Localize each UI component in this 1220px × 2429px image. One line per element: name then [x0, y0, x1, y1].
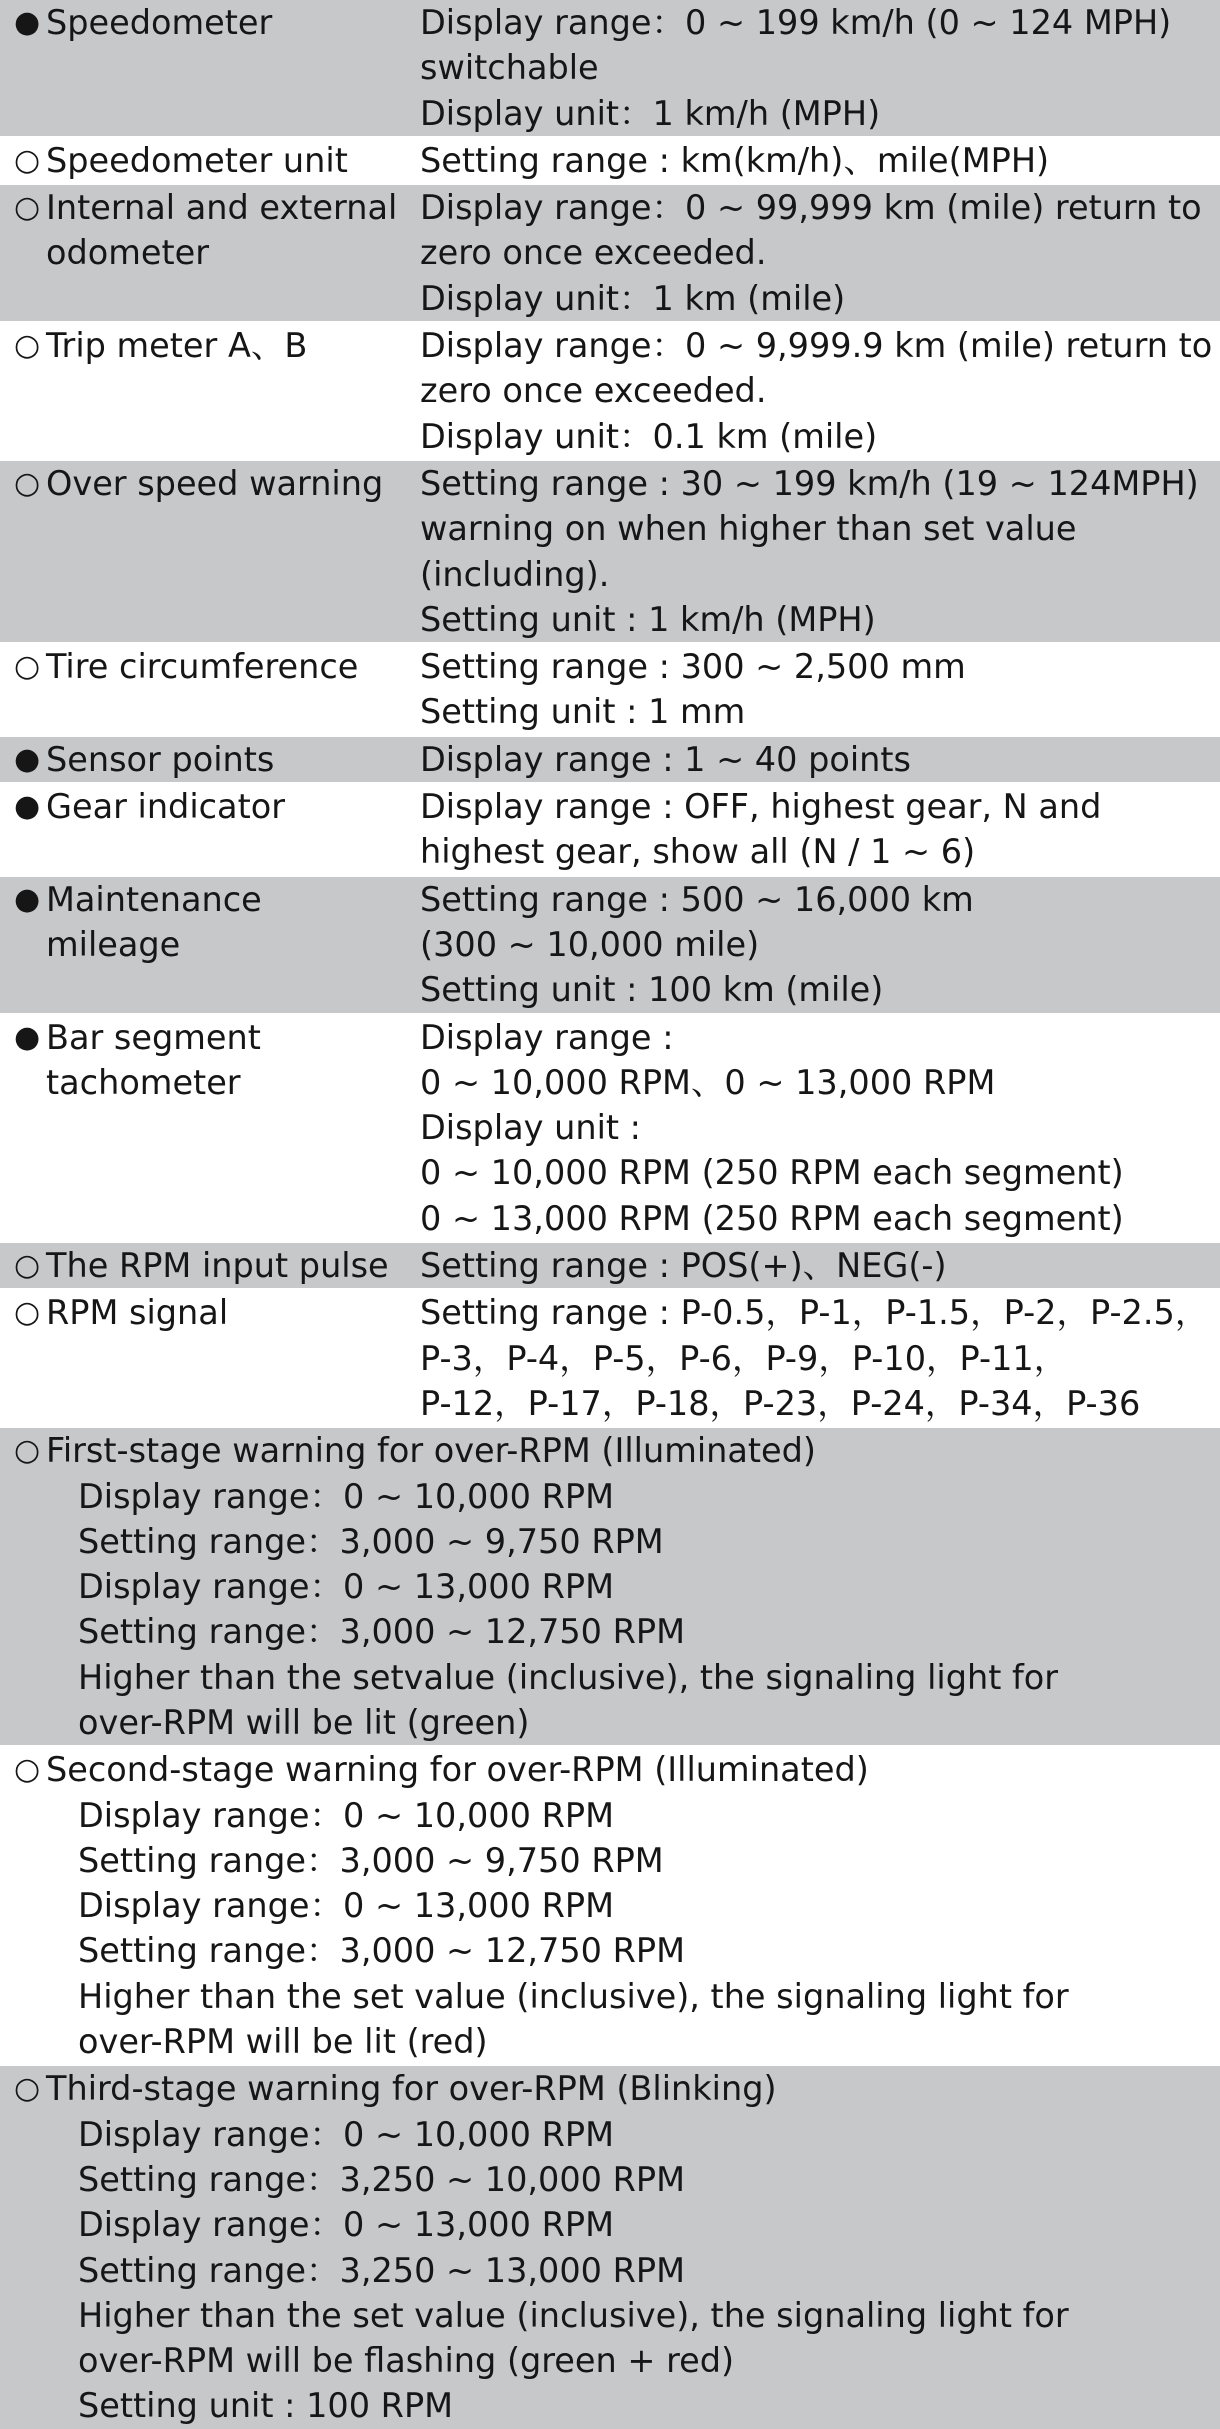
warning-line: Display range：0 ~ 10,000 RPM — [78, 2114, 614, 2154]
warning-title — [14, 1428, 1220, 1473]
bullet-icon: ○ — [14, 1752, 41, 1788]
warning-line: Setting range：3,000 ~ 9,750 RPM — [78, 1840, 664, 1880]
bullet-icon: ○ — [14, 1295, 41, 1331]
warning-line: Setting range：3,250 ~ 10,000 RPM — [78, 2159, 686, 2199]
warning-line: Higher than the set value (inclusive), the signaling light for — [78, 2295, 1069, 2335]
warning-line: Higher than the set value (inclusive), the signaling light for — [78, 1976, 1069, 2016]
spec-line: warning on when higher than set value — [420, 509, 1077, 549]
warning-line: Setting range：3,000 ~ 9,750 RPM — [78, 1521, 664, 1561]
warning-line: over-RPM will be flashing (green + red) — [78, 2341, 735, 2381]
bullet-icon: ○ — [14, 1433, 41, 1469]
spec-line: Setting range : 30 ~ 199 km/h (19 ~ 124MPH) — [420, 463, 1199, 503]
bullet-icon: ○ — [14, 2071, 41, 2107]
spec-label — [0, 784, 400, 875]
spec-description — [400, 644, 1220, 735]
warning-line: Display range：0 ~ 13,000 RPM — [78, 1567, 614, 1607]
spec-description — [400, 877, 1220, 1013]
spec-line: Setting range : 500 ~ 16,000 km — [420, 879, 974, 919]
bullet-icon: ● — [14, 881, 41, 917]
spec-label-text: Speedometer — [46, 3, 273, 42]
spec-label — [0, 1243, 400, 1288]
spec-label-text: RPM signal — [46, 1293, 229, 1333]
spec-row — [0, 1013, 1220, 1241]
spec-label — [0, 644, 400, 735]
spec-line: Display range : — [420, 1017, 674, 1057]
spec-label-text: Internal and external odometer — [46, 188, 398, 273]
spec-label — [0, 138, 400, 183]
spec-description — [400, 784, 1220, 875]
spec-label-text: The RPM input pulse — [46, 1246, 389, 1286]
spec-line: Display range : OFF, highest gear, N and — [420, 787, 1102, 827]
spec-line: Display unit : — [420, 1108, 641, 1148]
warning-title — [14, 2066, 1220, 2111]
spec-label-text: Trip meter A、B — [46, 326, 308, 366]
warning-block — [0, 1745, 1220, 2064]
spec-line: zero once exceeded. — [420, 233, 767, 273]
bullet-icon: ● — [14, 789, 41, 825]
spec-line: Display range：0 ~ 99,999 km (mile) return to — [420, 188, 1202, 228]
warning-block — [0, 2064, 1220, 2428]
spec-row — [0, 642, 1220, 735]
spec-line: Setting range : POS(+)、NEG(-) — [420, 1246, 947, 1286]
warning-line: over-RPM will be lit (red) — [78, 2022, 488, 2062]
spec-label-text: Gear indicator — [46, 787, 285, 827]
spec-description — [400, 1015, 1220, 1241]
warning-title-text: First-stage warning for over-RPM (Illuminated) — [46, 1431, 816, 1471]
bullet-icon: ● — [14, 741, 41, 777]
spec-line: Display range：0 ~ 199 km/h (0 ~ 124 MPH) — [420, 3, 1172, 42]
bullet-icon: ○ — [14, 142, 41, 178]
warning-line: Setting range：3,000 ~ 12,750 RPM — [78, 1931, 686, 1971]
spec-row — [0, 183, 1220, 321]
spec-description — [400, 461, 1220, 642]
spec-label — [0, 1290, 400, 1426]
spec-description — [400, 185, 1220, 321]
warning-line: Setting range：3,000 ~ 12,750 RPM — [78, 1612, 686, 1652]
warning-line: Setting unit : 100 RPM — [78, 2386, 454, 2426]
spec-label — [0, 323, 400, 459]
spec-row — [0, 875, 1220, 1013]
spec-row — [0, 1241, 1220, 1288]
spec-line: Setting range : P-0.5，P-1，P-1.5，P-2，P-2.5， — [420, 1293, 1209, 1333]
spec-line: P-3，P-4，P-5，P-6，P-9，P-10，P-11， — [420, 1338, 1068, 1378]
spec-description — [400, 1243, 1220, 1288]
spec-line: Display unit：1 km/h (MPH) — [420, 93, 881, 133]
spec-line: P-12，P-17，P-18，P-23，P-24，P-34，P-36 — [420, 1383, 1141, 1423]
warning-line: Display range：0 ~ 10,000 RPM — [78, 1476, 614, 1516]
spec-line: 0 ~ 13,000 RPM (250 RPM each segment) — [420, 1198, 1124, 1238]
spec-label-text: Tire circumference — [46, 647, 359, 687]
bullet-icon: ○ — [14, 190, 41, 226]
warning-block — [0, 1426, 1220, 1745]
spec-line: zero once exceeded. — [420, 371, 767, 411]
spec-line: highest gear, show all (N / 1 ~ 6) — [420, 832, 976, 872]
bullet-icon: ● — [14, 1019, 41, 1055]
bullet-icon: ● — [14, 5, 41, 40]
warning-title — [14, 1747, 1220, 1792]
spec-label — [0, 0, 400, 136]
spec-row — [0, 782, 1220, 875]
spec-line: Setting unit : 1 km/h (MPH) — [420, 599, 876, 639]
spec-row — [0, 459, 1220, 642]
spec-description — [400, 323, 1220, 459]
spec-line: Setting unit : 100 km (mile) — [420, 970, 884, 1010]
spec-line: (including). — [420, 554, 610, 594]
spec-label — [0, 185, 400, 321]
warning-line: Higher than the setvalue (inclusive), the signaling light for — [78, 1657, 1059, 1697]
bullet-icon: ○ — [14, 1248, 41, 1284]
warning-title-text: Second-stage warning for over-RPM (Illuminated) — [46, 1750, 869, 1790]
spec-line: Display range：0 ~ 9,999.9 km (mile) return to — [420, 326, 1213, 366]
spec-description — [400, 1290, 1220, 1426]
warning-line: Display range：0 ~ 10,000 RPM — [78, 1795, 614, 1835]
spec-line: Display unit：0.1 km (mile) — [420, 416, 878, 456]
spec-row — [0, 1288, 1220, 1426]
bullet-icon: ○ — [14, 328, 41, 364]
bullet-icon: ○ — [14, 649, 41, 685]
spec-line: switchable — [420, 48, 599, 88]
warning-line: Display range：0 ~ 13,000 RPM — [78, 1886, 614, 1926]
warning-line: Display range：0 ~ 13,000 RPM — [78, 2205, 614, 2245]
spec-line: Display unit：1 km (mile) — [420, 278, 846, 318]
spec-row — [0, 321, 1220, 459]
warning-line: over-RPM will be lit (green) — [78, 1702, 530, 1742]
spec-description — [400, 138, 1220, 183]
spec-label — [0, 877, 400, 1013]
spec-line: Setting range : km(km/h)、mile(MPH) — [420, 140, 1050, 180]
spec-line: 0 ~ 10,000 RPM、0 ~ 13,000 RPM — [420, 1062, 996, 1102]
warning-line: Setting range：3,250 ~ 13,000 RPM — [78, 2250, 686, 2290]
spec-line: Setting range : 300 ~ 2,500 mm — [420, 647, 966, 687]
spec-line: Display range : 1 ~ 40 points — [420, 739, 911, 779]
bullet-icon: ○ — [14, 465, 41, 501]
spec-label — [0, 737, 400, 782]
spec-line: (300 ~ 10,000 mile) — [420, 924, 760, 964]
spec-row — [0, 136, 1220, 183]
spec-line: 0 ~ 10,000 RPM (250 RPM each segment) — [420, 1153, 1124, 1193]
spec-label-text: Over speed warning — [46, 463, 384, 503]
spec-label-text: Sensor points — [46, 739, 275, 779]
spec-label-text: Speedometer unit — [46, 140, 348, 180]
spec-label-text: Bar segment tachometer — [46, 1017, 261, 1102]
spec-row — [0, 735, 1220, 782]
spec-row — [0, 0, 1220, 136]
spec-description — [400, 0, 1220, 136]
spec-label-text: Maintenance mileage — [46, 879, 262, 964]
spec-label — [0, 1015, 400, 1241]
spec-line: Setting unit : 1 mm — [420, 692, 746, 732]
warning-title-text: Third-stage warning for over-RPM (Blinking) — [46, 2069, 777, 2109]
spec-description — [400, 737, 1220, 782]
spec-label — [0, 461, 400, 642]
